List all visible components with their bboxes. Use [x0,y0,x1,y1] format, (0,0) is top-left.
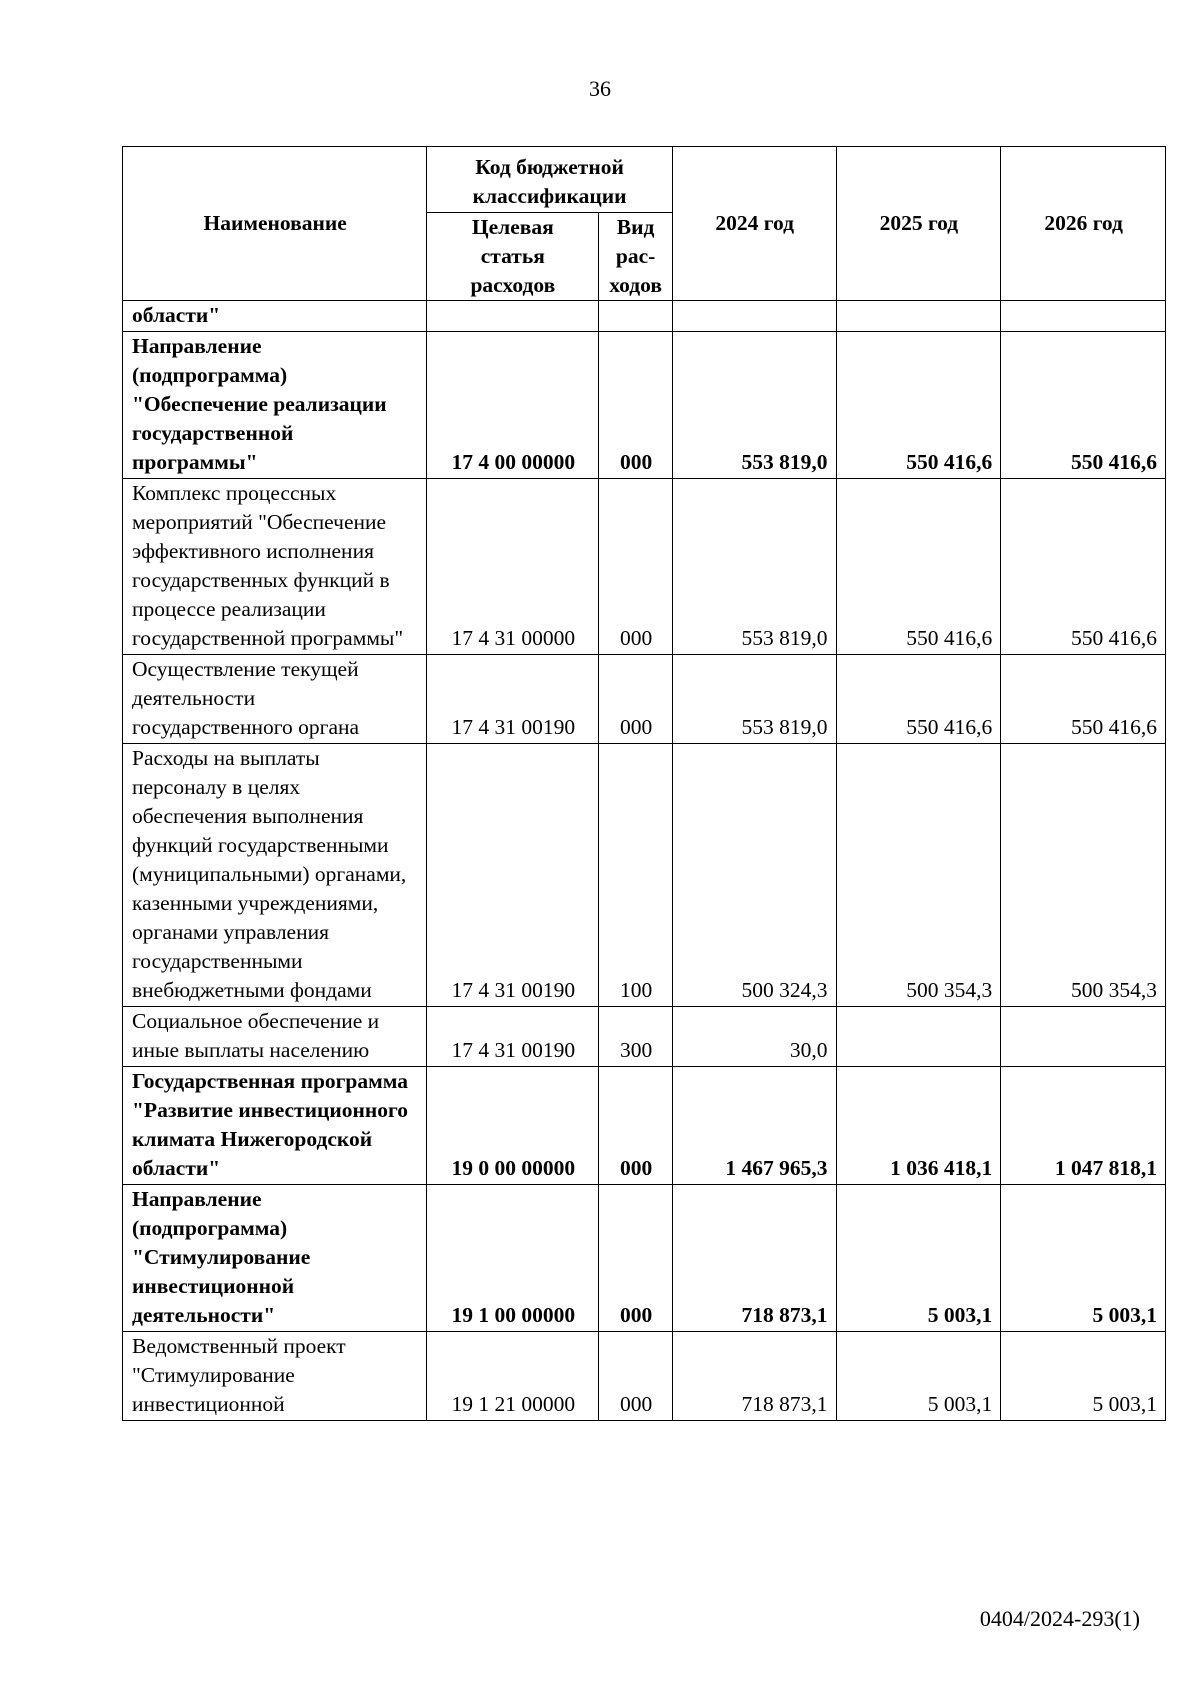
row-name: Комплекс процессных мероприятий "Обеспечение эффективного исполнения государственных функций в процессе реализации государственной программы" [123,479,427,655]
row-name: Направление (подпрограмма) "Стимулирование инвестиционной деятельности" [123,1185,427,1332]
row-expense-type: 000 [599,1067,672,1185]
row-value-2026: 1 047 818,1 [1001,1067,1166,1185]
row-name: области" [123,301,427,332]
table-row [123,655,1166,744]
row-value-2025 [836,301,1001,332]
row-value-2024 [672,301,836,332]
row-target-article: 17 4 31 00190 [427,655,599,744]
row-expense-type [599,301,672,332]
header-code-group: Код бюджетной классификации [427,147,673,213]
row-target-article: 19 1 21 00000 [427,1332,599,1421]
row-value-2026: 500 354,3 [1001,744,1166,1007]
header-2026: 2026 год [1001,147,1166,301]
row-expense-type: 000 [599,1332,672,1421]
row-value-2026 [1001,1007,1166,1067]
table-row [123,332,1166,479]
row-value-2025: 1 036 418,1 [836,1067,1001,1185]
row-expense-type: 300 [599,1007,672,1067]
row-value-2024: 718 873,1 [672,1185,836,1332]
header-2024: 2024 год [672,147,836,301]
row-name: Социальное обеспечение и иные выплаты населению [123,1007,427,1067]
table-row [123,1007,1166,1067]
row-name: Государственная программа "Развитие инвестиционного климата Нижегородской области" [123,1067,427,1185]
row-target-article: 17 4 31 00190 [427,744,599,1007]
row-name: Осуществление текущей деятельности государственного органа [123,655,427,744]
row-value-2025: 550 416,6 [836,332,1001,479]
row-name: Направление (подпрограмма) "Обеспечение реализации государственной программы" [123,332,427,479]
row-expense-type: 000 [599,1185,672,1332]
row-value-2025 [836,1007,1001,1067]
row-value-2024: 30,0 [672,1007,836,1067]
row-value-2025: 5 003,1 [836,1185,1001,1332]
row-target-article: 19 1 00 00000 [427,1185,599,1332]
row-value-2026: 550 416,6 [1001,479,1166,655]
row-value-2024: 553 819,0 [672,655,836,744]
row-target-article [427,301,599,332]
table-row [123,1185,1166,1332]
row-value-2025: 5 003,1 [836,1332,1001,1421]
row-name: Ведомственный проект "Стимулирование инвестиционной [123,1332,427,1421]
budget-table [122,146,1166,1421]
table-row [123,479,1166,655]
row-value-2024: 1 467 965,3 [672,1067,836,1185]
row-value-2025: 550 416,6 [836,655,1001,744]
row-value-2024: 553 819,0 [672,479,836,655]
header-name: Наименование [123,147,427,301]
row-target-article: 17 4 00 00000 [427,332,599,479]
row-value-2026: 5 003,1 [1001,1332,1166,1421]
row-value-2026: 550 416,6 [1001,332,1166,479]
table-row [123,301,1166,332]
row-target-article: 17 4 31 00000 [427,479,599,655]
row-value-2024: 500 324,3 [672,744,836,1007]
document-code: 0404/2024-293(1) [979,1606,1140,1631]
table-row [123,1332,1166,1421]
header-expense-type: Вид рас-ходов [599,213,672,301]
row-target-article: 19 0 00 00000 [427,1067,599,1185]
row-value-2026 [1001,301,1166,332]
table-row [123,744,1166,1007]
row-expense-type: 000 [599,479,672,655]
row-value-2025: 550 416,6 [836,479,1001,655]
table-row [123,1067,1166,1185]
row-value-2025: 500 354,3 [836,744,1001,1007]
row-name: Расходы на выплаты персоналу в целях обеспечения выполнения функций государственными (муниципальными) органами, казенными учреждениями, органами управления государственными внебюджетными фондами [123,744,427,1007]
row-expense-type: 100 [599,744,672,1007]
row-target-article: 17 4 31 00190 [427,1007,599,1067]
table-header [123,147,1166,301]
row-expense-type: 000 [599,332,672,479]
page-number: 36 [589,76,611,101]
row-value-2024: 553 819,0 [672,332,836,479]
row-expense-type: 000 [599,655,672,744]
header-target-article: Целевая статья расходов [427,213,599,301]
header-2025: 2025 год [836,147,1001,301]
row-value-2026: 5 003,1 [1001,1185,1166,1332]
table-body [123,301,1166,1421]
row-value-2024: 718 873,1 [672,1332,836,1421]
row-value-2026: 550 416,6 [1001,655,1166,744]
